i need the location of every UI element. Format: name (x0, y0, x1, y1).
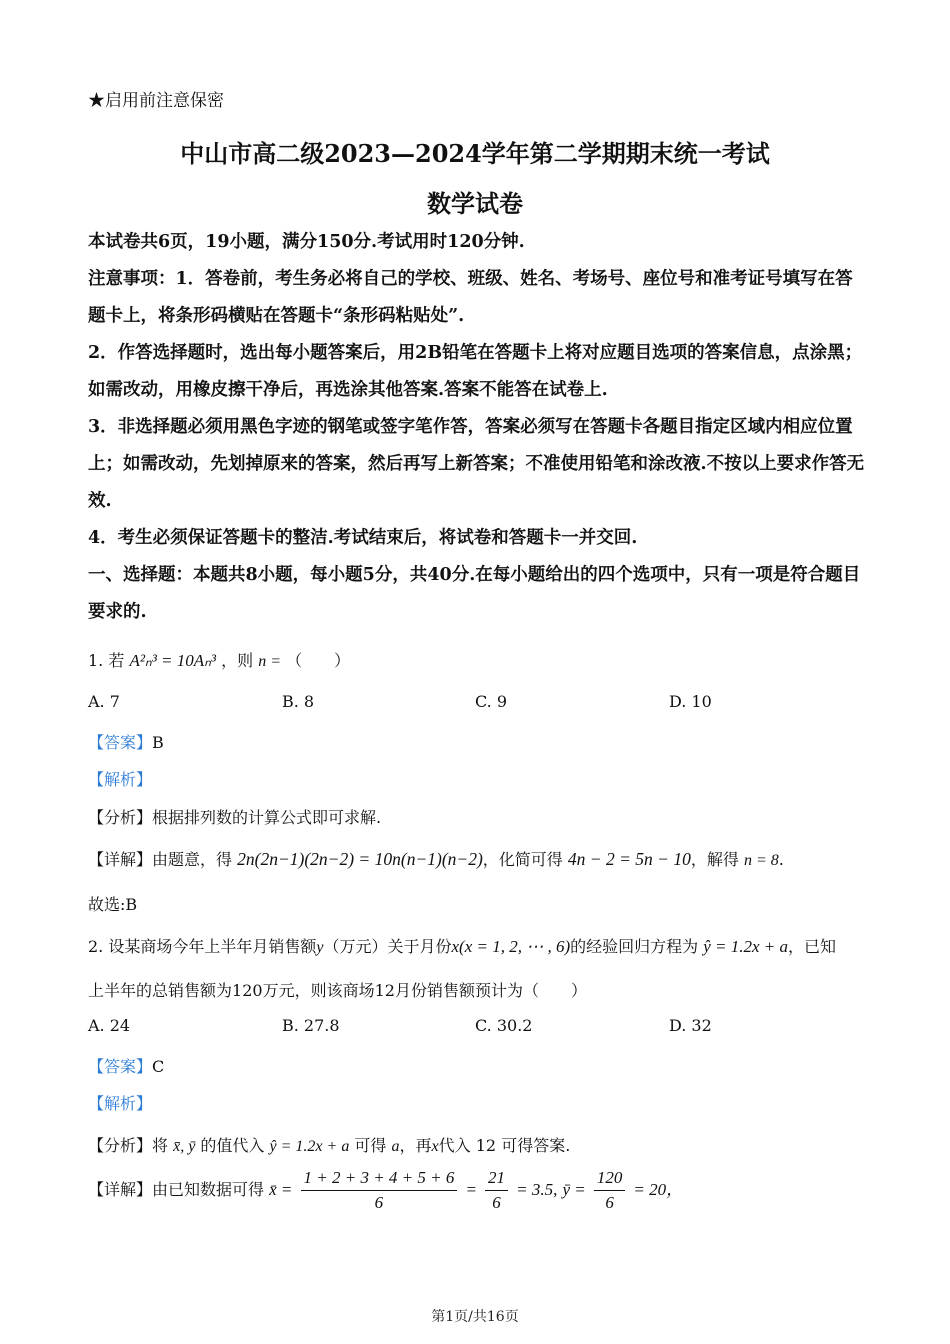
q2-fenxi-e: 代入 12 可得答案. (438, 1136, 571, 1155)
xiangjie-tag: 【详解】 (88, 1180, 153, 1199)
q2-fraction-3 (594, 1168, 626, 1213)
note-1: 注意事项：1．答卷前，考生务必将自己的学校、班级、姓名、考场号、座位号和准考证号填写在答题卡上，将条形码横贴在答题卡“条形码粘贴处”. (88, 269, 853, 326)
page-number: 第1页/共16页 (431, 1309, 519, 1325)
q1-xiangjie-b: ，化简可得 (482, 850, 563, 869)
q2-answer (88, 1054, 164, 1077)
q2-option-d: D. 32 (669, 1016, 712, 1035)
answer-tag: 【答案】 (88, 733, 153, 752)
q1-xiangjie-c: ，解得 (690, 850, 739, 869)
q2-fenxi-b: 的值代入 (200, 1136, 265, 1155)
q2-ybar: ȳ = (562, 1180, 586, 1199)
q1-xiangjie-d: . (778, 850, 784, 869)
q1-blank: （ ） (286, 651, 351, 670)
q2-option-b: B. 27.8 (282, 1016, 340, 1035)
q1-xiangjie (88, 847, 784, 870)
q2-line2-b: 万元，则该商场 (262, 981, 375, 1000)
q2-var-x: x(x = 1, 2, ⋯ , 6) (451, 937, 571, 956)
exam-subtitle: 数学试卷 (427, 189, 523, 218)
q2-xiangjie (88, 1168, 683, 1213)
q1-eq3: n = 8 (743, 852, 779, 869)
fraction-denominator: 6 (605, 1193, 614, 1212)
q2-text-a: 2. 设某商场今年上半年月销售额 (88, 937, 317, 956)
fraction-numerator: 21 (485, 1168, 508, 1191)
q2-fenxi-eq: ŷ = 1.2x + a (269, 1138, 350, 1155)
q2-eq-sign: = (465, 1180, 477, 1199)
q1-answer-value: B (152, 733, 164, 752)
question-2-line2 (88, 978, 587, 1001)
q2-answer-value: C (152, 1057, 165, 1076)
q1-xiangjie-a: 由题意，得 (152, 850, 233, 869)
q2-xbar: x̄ = (269, 1180, 293, 1199)
q1-formula: A²ₙ³ = 10Aₙ³ (129, 651, 217, 670)
q2-option-c: C. 30.2 (475, 1016, 533, 1035)
section-1-heading: 一、选择题：本题共8小题，每小题5分，共40分.在每小题给出的四个选项中，只有一项是符合题目要求的. (88, 565, 861, 622)
q2-total: 120 (232, 981, 263, 1000)
fenxi-tag: 【分析】 (88, 808, 153, 827)
exam-intro: 本试卷共6页，19小题，满分150分.考试用时120分钟. (88, 232, 525, 252)
exam-title: 中山市高二级2023—2024学年第二学期期末统一考试 (180, 139, 770, 168)
question-2 (88, 934, 836, 957)
q1-eq2: 4n − 2 = 5n − 10 (567, 849, 691, 869)
fenxi-tag: 【分析】 (88, 1136, 153, 1155)
q1-option-d: D. 10 (669, 692, 712, 711)
q1-option-b: B. 8 (282, 692, 315, 711)
q2-xiangjie-a: 由已知数据可得 (152, 1180, 265, 1199)
q2-result-a: = 3.5, (516, 1180, 558, 1199)
q2-result-b: = 20， (633, 1180, 684, 1199)
answer-tag: 【答案】 (88, 1057, 153, 1076)
q2-fenxi-c: 可得 (354, 1136, 387, 1155)
xiangjie-tag: 【详解】 (88, 850, 153, 869)
q2-fenxi-d: ，再 (399, 1136, 432, 1155)
fraction-numerator: 120 (594, 1168, 626, 1191)
q1-fenxi (88, 805, 381, 828)
q2-analysis-tag: 【解析】 (88, 1094, 153, 1113)
q2-fraction-2 (485, 1168, 508, 1213)
q2-fenxi-var-x: x (431, 1138, 439, 1155)
note-3: 3．非选择题必须用黑色字迹的钢笔或签字笔作答，答案必须写在答题卡各题目指定区域内相应位置上；如需改动，先划掉原来的答案，然后再写上新答案；不准使用铅笔和涂改液.不按以上要求作答无效. (88, 417, 865, 511)
q2-var-y: y (316, 939, 324, 956)
q2-text-c: 的经验回归方程为 (570, 937, 699, 956)
q1-answer (88, 730, 164, 753)
q1-mid: ，则 (221, 651, 254, 670)
note-2: 2．作答选择题时，选出每小题答案后，用2B铅笔在答题卡上将对应题目选项的答案信息，点涂黑；如需改动，用橡皮擦干净后，再选涂其他答案.答案不能答在试卷上. (88, 343, 863, 400)
q1-prefix: 1. 若 (88, 651, 125, 670)
q2-fenxi-vars: x̄, ȳ (173, 1138, 196, 1155)
confidential-notice: ★启用前注意保密 (88, 91, 224, 111)
q2-regression: ŷ = 1.2x + a (703, 937, 789, 956)
q1-option-a: A. 7 (88, 692, 120, 711)
q2-fenxi-var-a: a (391, 1138, 400, 1155)
q2-line2-c: 月份销售额预计为（ ） (394, 981, 587, 1000)
q2-text-b: （万元）关于月份 (323, 937, 452, 956)
q2-option-a: A. 24 (88, 1016, 131, 1035)
q2-fenxi (88, 1133, 570, 1156)
q2-month: 12 (374, 981, 395, 1000)
q1-analysis-tag: 【解析】 (88, 770, 153, 789)
q1-conclusion: 故选:B (88, 895, 138, 914)
question-1 (88, 648, 350, 671)
q2-fenxi-a: 将 (152, 1136, 169, 1155)
q1-var: n = (258, 653, 282, 670)
fraction-numerator: 1 + 2 + 3 + 4 + 5 + 6 (301, 1168, 458, 1191)
q1-fenxi-text: 根据排列数的计算公式即可求解. (152, 808, 382, 827)
fraction-denominator: 6 (492, 1193, 501, 1212)
q2-fraction-1 (301, 1168, 458, 1213)
q1-eq1: 2n(2n−1)(2n−2) = 10n(n−1)(n−2) (237, 849, 483, 869)
note-4: 4．考生必须保证答题卡的整洁.考试结束后，将试卷和答题卡一并交回. (88, 528, 638, 548)
q2-line2-a: 上半年的总销售额为 (88, 981, 233, 1000)
q1-option-c: C. 9 (475, 692, 508, 711)
fraction-denominator: 6 (374, 1193, 384, 1212)
q2-text-d: ，已知 (788, 937, 837, 956)
